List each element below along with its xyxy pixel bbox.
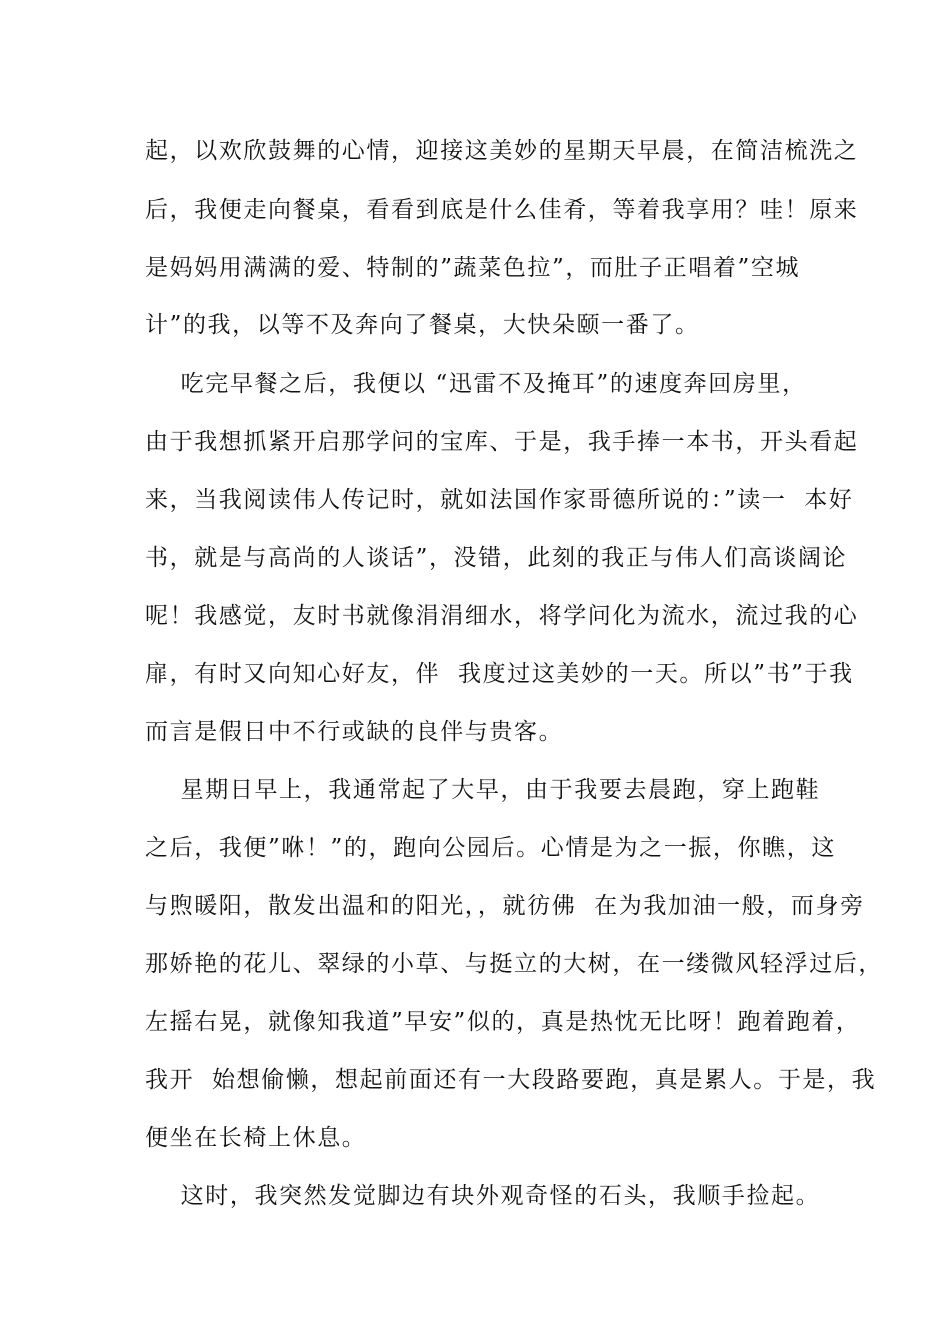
text-line: 由于我想抓紧开启那学问的宝库、于是，我手捧一本书，开头看起 [145,429,859,455]
text-line: 来，当我阅读伟人传记时，就如法国作家哥德所说的：”读一 本好 [145,487,854,513]
text-line: 这时，我突然发觉脚边有块外观奇怪的石头，我顺手捡起。 [145,1183,821,1209]
text-line: 之后，我便”咻！”的，跑向公园后。心情是为之一振，你瞧，这 [145,835,836,861]
text-line: 吃完早餐之后，我便以 “迅雷不及掩耳”的速度奔回房里， [145,371,807,397]
text-line: 而言是假日中不行或缺的良伴与贵客。 [145,719,564,745]
text-line: 便坐在长椅上休息。 [145,1125,367,1151]
text-line: 与煦暖阳，散发出温和的阳光，，就彷佛 在为我加油一般，而身旁 [145,893,865,919]
text-line: 那娇艳的花儿、翠绿的小草、与挺立的大树，在一缕微风轻浮过后， [145,951,883,977]
text-line: 我开 始想偷懒，想起前面还有一大段路要跑，真是累人。于是，我 [145,1067,877,1093]
text-line: 是妈妈用满满的爱、特制的”蔬菜色拉”，而肚子正唱着”空城 [145,255,801,281]
text-line: 起，以欢欣鼓舞的心情，迎接这美妙的星期天早晨，在简洁梳洗之 [145,138,859,164]
text-line: 左摇右晃，就像知我道”早安”似的，真是热忱无比呀！跑着跑着， [145,1009,861,1035]
text-line: 呢！我感觉，友时书就像涓涓细水，将学问化为流水，流过我的心 [145,603,859,629]
text-line: 计”的我，以等不及奔向了餐桌，大快朵颐一番了。 [145,312,700,338]
text-line: 后，我便走向餐桌，看看到底是什么佳肴，等着我享用？哇！原来 [145,197,859,223]
text-line: 书，就是与高尚的人谈话”，没错，此刻的我正与伟人们高谈阔论 [145,545,848,571]
text-line: 星期日早上，我通常起了大早，由于我要去晨跑，穿上跑鞋 [145,777,821,803]
text-line: 扉，有时又向知心好友，伴 我度过这美妙的一天。所以”书”于我 [145,661,854,687]
